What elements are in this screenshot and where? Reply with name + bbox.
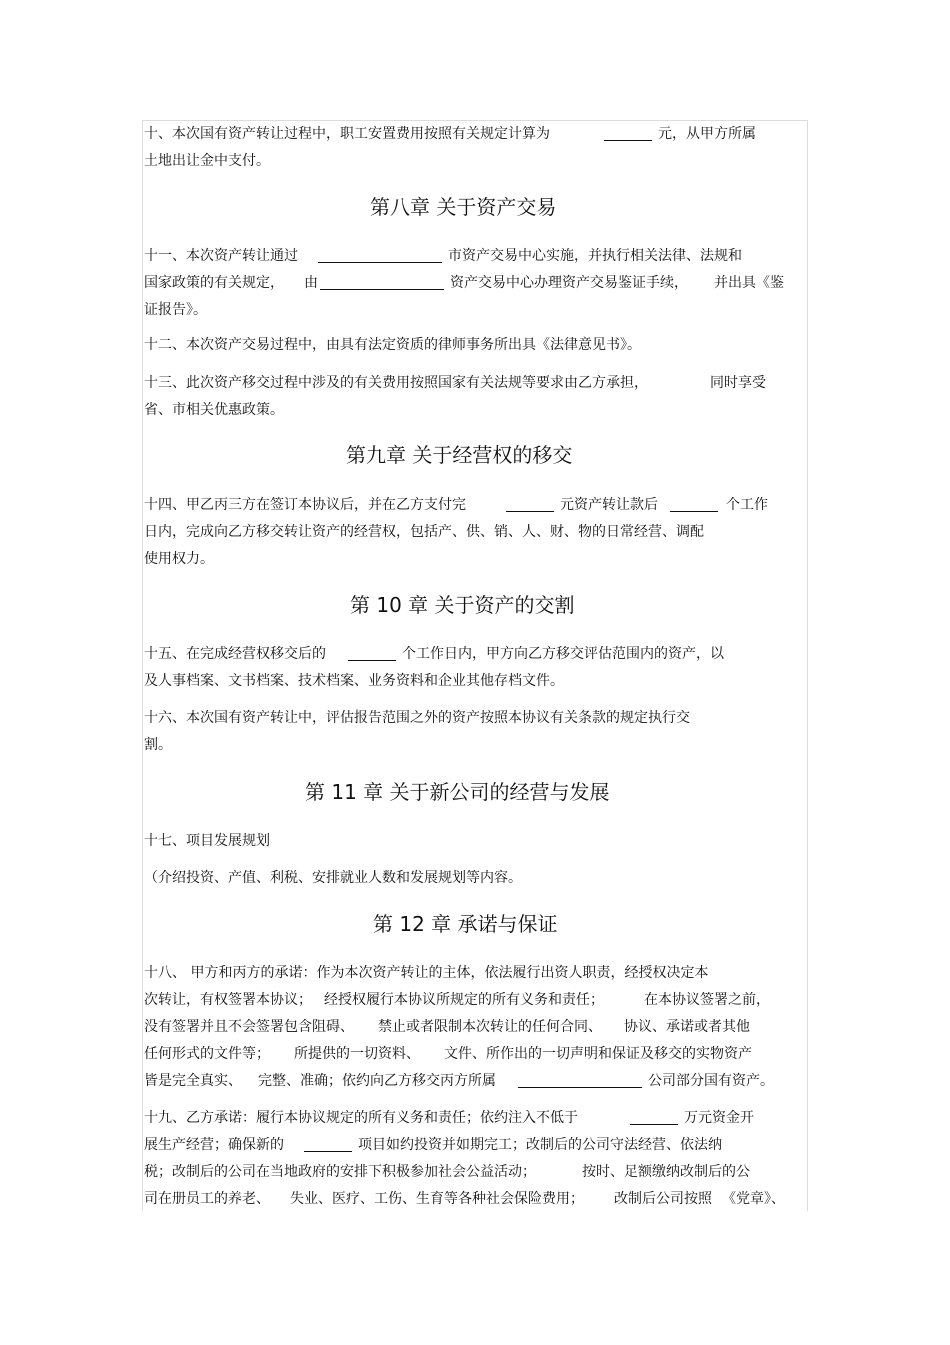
clause-14-line-3: 使用权力。 <box>144 551 214 567</box>
clause-18-line-3: 没有签署并且不会签署包含阻碍、 禁止或者限制本次转让的任何合同、 协议、承诺或者其他 <box>144 1019 750 1035</box>
clause-18-line-4: 任何形式的文件等； 所提供的一切资料、 文件、所作出的一切声明和保证及移交的实物资产 <box>144 1046 752 1062</box>
clause-11-line-3: 证报告》。 <box>144 302 207 318</box>
blank-field <box>518 1073 642 1088</box>
blank-field <box>506 497 554 512</box>
blank-field <box>670 497 718 512</box>
clause-18-line-2: 次转让，有权签署本协议； 经授权履行本协议所规定的所有义务和责任； 在本协议签署之前， <box>144 992 770 1008</box>
chapter-12-heading: 第 12 章 承诺与保证 <box>373 912 558 936</box>
clause-14-line-2: 日内，完成向乙方移交转让资产的经营权，包括产、供、销、人、财、物的日常经营、调配 <box>144 524 704 540</box>
blank-field <box>348 646 396 661</box>
clause-10-line-2: 土地出让金中支付。 <box>144 153 270 169</box>
clause-15-line-1: 十五、在完成经营权移交后的 个工作日内，甲方向乙方移交评估范围内的资产，以 <box>144 646 724 662</box>
clause-11-line-2: 国家政策的有关规定， 由 资产交易中心办理资产交易鉴证手续， 并出具《鉴 <box>144 275 784 291</box>
chapter-10-heading: 第 10 章 关于资产的交割 <box>350 593 575 617</box>
clause-11-line-1: 十一、本次资产转让通过 市资产交易中心实施，并执行相关法律、法规和 <box>144 248 742 264</box>
clause-15-line-2: 及人事档案、文书档案、技术档案、业务资料和企业其他存档文件。 <box>144 673 564 689</box>
clause-16-line-1: 十六、本次国有资产转让中，评估报告范围之外的资产按照本协议有关条款的规定执行交 <box>144 710 690 726</box>
clause-10-line-1: 十、本次国有资产转让过程中，职工安置费用按照有关规定计算为 元，从甲方所属 <box>144 126 756 142</box>
clause-19-line-4: 司在册员工的养老、 失业、医疗、工伤、生育等各种社会保险费用； 改制后公司按照 《党章》、 <box>144 1191 785 1207</box>
clause-19-line-2: 展生产经营；确保新的 项目如约投资并如期完工；改制后的公司守法经营、依法纳 <box>144 1137 722 1153</box>
clause-14-line-1: 十四、甲乙丙三方在签订本协议后，并在乙方支付完 元资产转让款后 个工作 <box>144 497 768 513</box>
clause-17-line-2: （介绍投资、产值、利税、安排就业人数和发展规划等内容。 <box>144 870 522 886</box>
chapter-9-heading: 第九章 关于经营权的移交 <box>346 443 573 467</box>
clause-13-line-2: 省、市相关优惠政策。 <box>144 402 284 418</box>
blank-field <box>318 248 442 263</box>
blank-field <box>304 1137 352 1152</box>
blank-field <box>320 275 444 290</box>
clause-12-line-1: 十二、本次资产交易过程中，由具有法定资质的律师事务所出具《法律意见书》。 <box>144 337 641 353</box>
chapter-11-heading: 第 11 章 关于新公司的经营与发展 <box>305 780 610 804</box>
chapter-8-heading: 第八章 关于资产交易 <box>370 195 557 219</box>
blank-field <box>630 1110 678 1125</box>
clause-16-line-2: 割。 <box>144 737 172 753</box>
blank-field <box>604 126 652 141</box>
clause-19-line-1: 十九、乙方承诺：履行本协议规定的所有义务和责任；依约注入不低于 万元资金开 <box>144 1110 754 1126</box>
clause-18-line-5: 皆是完全真实、 完整、准确；依约向乙方移交丙方所属 公司部分国有资产。 <box>144 1073 774 1089</box>
clause-13-line-1: 十三、此次资产移交过程中涉及的有关费用按照国家有关法规等要求由乙方承担， 同时享受 <box>144 375 766 391</box>
clause-18-line-1: 十八、 甲方和丙方的承诺：作为本次资产转让的主体，依法履行出资人职责，经授权决定本 <box>144 965 709 981</box>
clause-10-text: 十、本次国有资产转让过程中，职工安置费用按照有关规定计算为 <box>144 126 550 142</box>
clause-19-line-3: 税；改制后的公司在当地政府的安排下积极参加社会公益活动； 按时、足额缴纳改制后的公 <box>144 1164 750 1180</box>
clause-17-line-1: 十七、项目发展规划 <box>144 833 270 849</box>
